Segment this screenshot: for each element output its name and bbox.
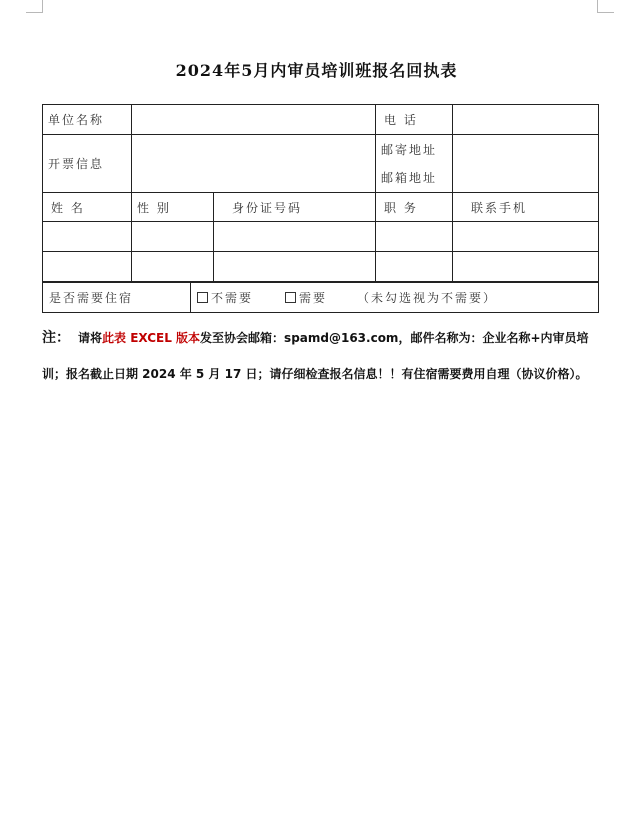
option-yes-label: 需要 [299,291,328,305]
mobile-cell[interactable] [453,222,599,252]
phone-label: 电 话 [376,105,453,135]
name-cell[interactable] [43,222,132,252]
note-text-1: 请将 [78,331,103,345]
table-header-row [43,193,599,222]
table-row [43,135,599,193]
position-cell[interactable] [376,222,453,252]
invoice-field[interactable] [132,135,376,193]
id-cell[interactable] [214,222,376,252]
note-label: 注： [42,330,70,346]
checkbox-icon[interactable] [285,292,296,303]
mail-address-label: 邮寄地址 [381,142,438,157]
address-labels [376,135,453,193]
phone-field[interactable] [453,105,599,135]
accommodation-hint: （未勾选视为不需要） [357,291,498,305]
col-gender-header: 性 别 [132,193,214,222]
table-row [43,105,599,135]
option-no-label: 不需要 [211,291,254,305]
page-corner-mark [597,0,614,13]
option-no[interactable] [197,289,253,306]
page-corner-mark [26,0,43,13]
accommodation-options [191,283,599,313]
col-name-header: 姓 名 [43,193,132,222]
document-title: 2024年5月内审员培训班报名回执表 [175,61,458,80]
unit-name-field[interactable] [132,105,376,135]
position-cell[interactable] [376,252,453,282]
address-field[interactable] [453,135,599,193]
email-label: 邮箱地址 [381,170,438,185]
note-highlight: 此表 EXCEL 版本 [102,331,201,345]
table-row [43,252,599,282]
registration-table-grid [42,104,599,282]
id-cell[interactable] [214,252,376,282]
accommodation-row [42,282,599,313]
col-mobile-header: 联系手机 [453,193,599,222]
name-cell[interactable] [43,252,132,282]
note-paragraph [42,320,602,392]
col-position-header: 职 务 [376,193,453,222]
option-yes[interactable] [285,289,327,306]
unit-name-label: 单位名称 [43,105,132,135]
col-id-header: 身份证号码 [214,193,376,222]
mobile-cell[interactable] [453,252,599,282]
table-row [43,222,599,252]
gender-cell[interactable] [132,222,214,252]
note-text-2: 发至协会邮箱：spamd@163.com，邮件名称为：企业名称+内审员培训；报名截止日期 2024 年 5 月 17 日；请仔细检查报名信息！！有住宿需要费用自理（协议价格）。 [42,331,589,381]
gender-cell[interactable] [132,252,214,282]
checkbox-icon[interactable] [197,292,208,303]
invoice-label: 开票信息 [43,135,132,193]
accommodation-label: 是否需要住宿 [43,283,191,313]
